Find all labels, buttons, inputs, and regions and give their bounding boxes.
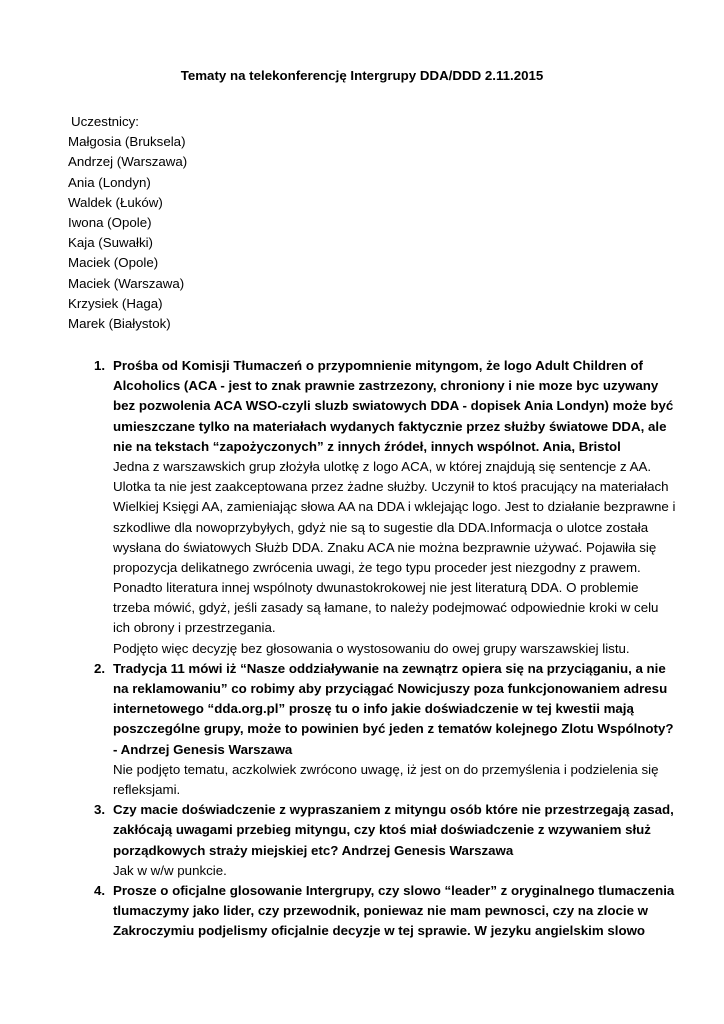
topic-question — [113, 659, 674, 760]
topic-number: 2. — [94, 660, 106, 676]
topic-question-line: tlumaczymy jako lider, czy przewodnik, poniewaz nie mam pewnosci, czy na zlocie w — [113, 903, 648, 919]
topic-item — [0, 659, 674, 800]
topic-notes-line: Ponadto literatura innej wspólnoty dwunastokrokowej nie jest literaturą DDA. O problemie — [113, 580, 639, 596]
participants-section — [68, 112, 668, 334]
topic-number: 1. — [94, 358, 106, 373]
topic-notes-line: propozycja delikatnego zwrócenia uwagi, że tego typu proceder jest niezgodny z prawem. — [113, 559, 641, 575]
topic-question-line: poszczególne grupy, może to powinien być jeden z tematów kolejnego Zlotu Wspólnoty? — [113, 721, 674, 737]
topic-question-line: Alcoholics (ACA - jest to znak prawnie zastrzezony, chroniony i nie moze byc uzywany — [113, 378, 659, 394]
topic-item — [0, 800, 674, 881]
topic-question — [113, 881, 675, 942]
topic-notes-line: wysłana do światowych Służb DDA. Znaku ACA nie można bezprawnie używać. Pojawiła się — [113, 539, 657, 555]
topic-notes — [113, 861, 658, 881]
topic-notes-line: refleksjami. — [113, 781, 181, 797]
topic-question-line: umieszczane tylko na materiałach wydanych faktycznie przez służby światowe DDA, ale — [113, 418, 667, 434]
topic-question-line: Zakroczymiu podjelismy oficjalnie decyzje w tej sprawie. W jezyku angielskim slowo — [113, 923, 646, 939]
participant-item: Ania (Londyn) — [68, 174, 151, 190]
document-title: Tematy na telekonferencję Intergrupy DDA/DDD 2.11.2015 — [180, 68, 544, 83]
topic-question-line: Prosze o oficjalne glosowanie Intergrupy, czy slowo “leader” z oryginalnego tlumaczenia — [113, 882, 675, 898]
participant-item: Waldek (Łuków) — [68, 194, 163, 210]
topic-question-line: Czy macie doświadczenie z wypraszaniem z mityngu osób które nie przestrzegają zasad, — [113, 802, 674, 818]
topic-notes-line: Ulotka ta nie jest zaakceptowana przez żadne służby. Uczynił to ktoś pracujący na materiałach — [113, 479, 669, 495]
participant-item: Małgosia (Bruksela) — [68, 134, 186, 150]
topic-question-line: porządkowych straży miejskiej etc? Andrzej Genesis Warszawa — [113, 842, 514, 858]
topic-question-line: bez pozwolenia ACA WSO-czyli sluzb swiatowych DDA - dopisek Ania Londyn) może być — [113, 398, 674, 414]
topic-notes-line: szkodliwe dla nowoprzybyłych, gdyż nie są to sugestie dla DDA.Informacja o ulotce została — [113, 519, 649, 535]
topic-notes-line: Podjęto więc decyzję bez głosowania o wystosowaniu do owej grupy warszawskiej listu. — [113, 640, 630, 656]
participant-item: Maciek (Opole) — [68, 255, 159, 271]
topics-list — [0, 356, 724, 941]
topic-notes-line: Wielkiej Księgi AA, zamieniając słowa AA na DDA i wklejając logo. Jest to działanie bezprawne i — [113, 499, 676, 515]
topic-notes — [113, 760, 658, 800]
participant-item: Iwona (Opole) — [68, 214, 152, 230]
topic-number: 3. — [94, 802, 106, 818]
topic-number: 4. — [94, 882, 106, 898]
topic-question-line: na reklamowaniu” co robimy aby przyciągać Nowicjuszy poza funkcjonowaniem adresu — [113, 681, 668, 696]
topic-notes — [113, 457, 676, 659]
participant-item: Marek (Białystok) — [68, 315, 171, 331]
participants-heading: Uczestnicy: — [71, 114, 139, 129]
participants-list — [68, 132, 668, 334]
topic-question-line: - Andrzej Genesis Warszawa — [113, 741, 293, 757]
topic-item — [0, 881, 675, 942]
topic-question-line: zakłócają uwagami przebieg mityngu, czy ktoś miał doświadczenie z wzywaniem służ — [113, 822, 651, 838]
topic-question — [113, 356, 674, 457]
participant-item: Maciek (Warszawa) — [68, 275, 185, 291]
topic-question-line: internetowego “dda.org.pl” proszę tu o info jakie doświadczenie w tej kwestii mają — [113, 701, 634, 717]
participant-item: Andrzej (Warszawa) — [68, 154, 188, 170]
topic-notes-line: trzeba mówić, gdyż, jeśli zasady są łamane, to należy podejmować odpowiednie kroki w celu — [113, 600, 659, 616]
topic-item — [0, 356, 676, 659]
topic-question-line: Tradycja 11 mówi iż “Nasze oddziaływanie na zewnątrz opiera się na przyciąganiu, a nie — [113, 660, 666, 676]
topic-notes-line: Jak w w/w punkcie. — [113, 862, 227, 878]
participant-item: Kaja (Suwałki) — [68, 235, 153, 251]
topic-question-line: nie na tekstach “zapożyczonych” z innych źródeł, innych wspólnot. Ania, Bristol — [113, 438, 621, 454]
topic-question-line: Prośba od Komisji Tłumaczeń o przypomnienie mityngom, że logo Adult Children of — [113, 358, 643, 373]
participant-item: Krzysiek (Haga) — [68, 295, 163, 311]
topic-notes-line: ich obrony i przestrzegania. — [113, 620, 276, 636]
topic-notes-line: Nie podjęto tematu, aczkolwiek zwrócono uwagę, iż jest on do przemyślenia i podzielenia się — [113, 761, 659, 777]
topic-notes-line: Jedna z warszawskich grup złożyła ulotkę z logo ACA, w której znajdują się sentencje z AA. — [113, 458, 652, 474]
topic-question — [113, 800, 674, 861]
